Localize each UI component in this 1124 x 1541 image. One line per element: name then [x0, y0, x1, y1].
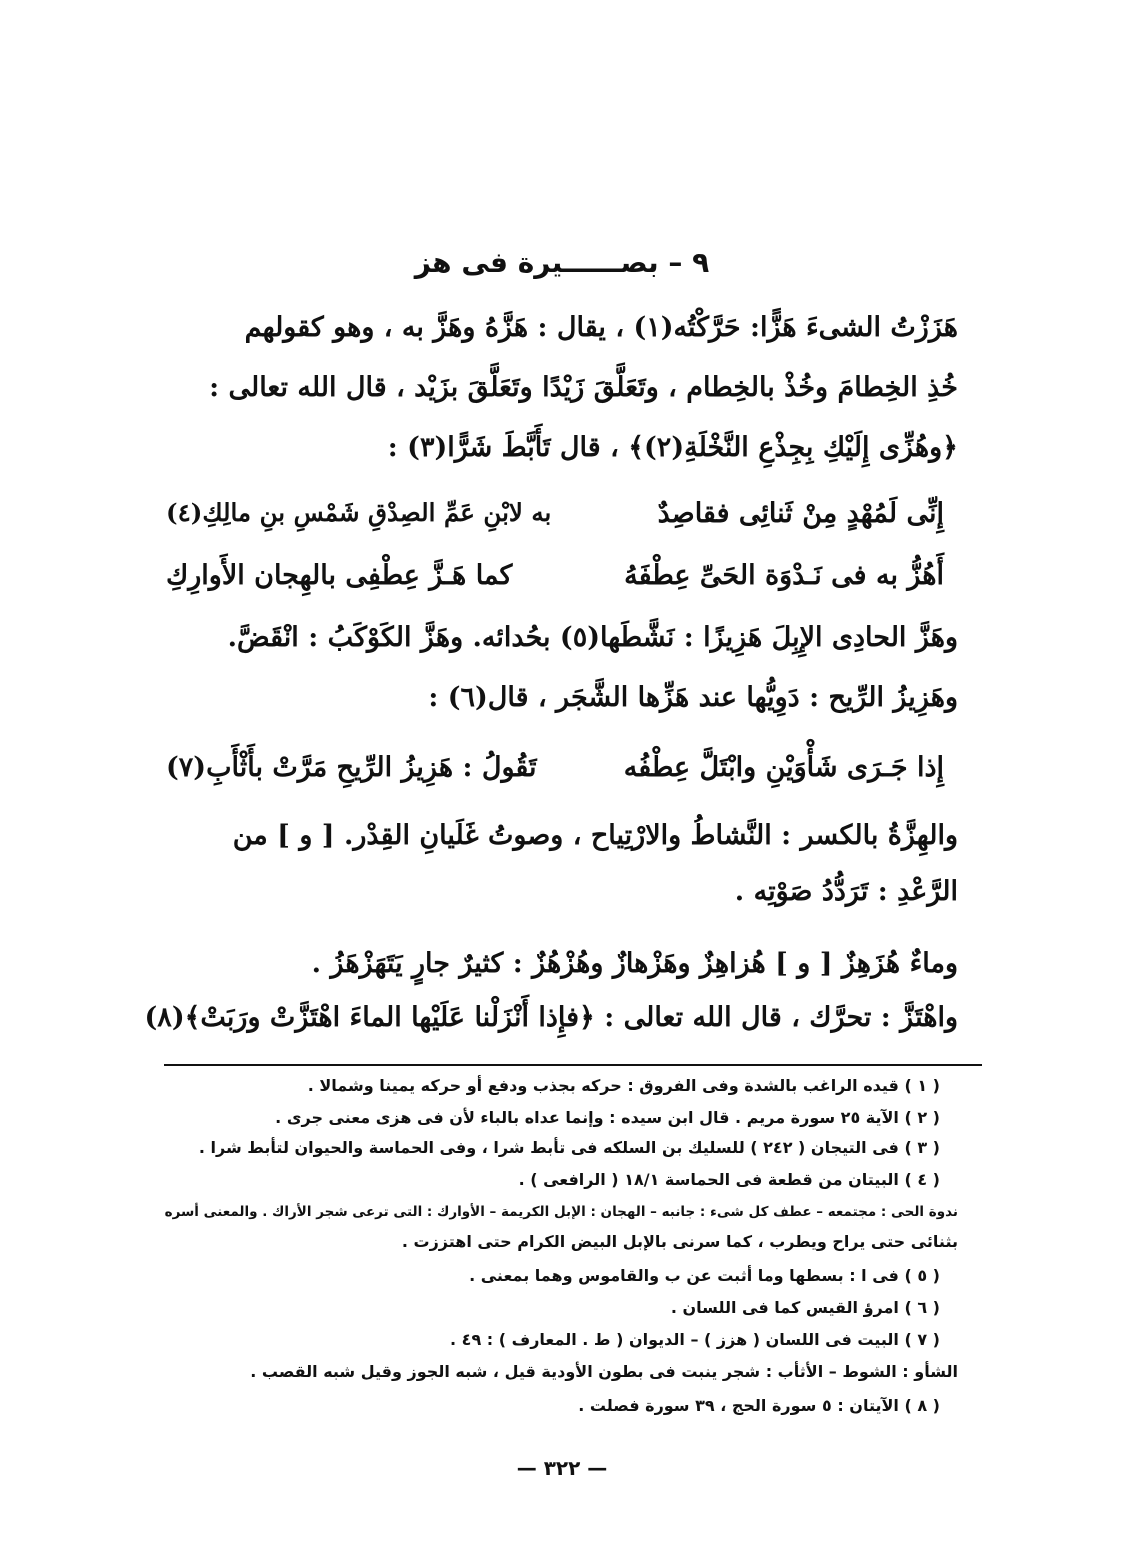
body-line-6: والهِزَّةُ بالكسر : النَّشاطُ والارْتِياح ، وصوتُ غَلَيانِ القِدْر. [ و ] من	[232, 820, 958, 851]
footnote-note-2: بثنائى حتى يراح ويطرب ، كما سرنى بالإبل البيض الكرام حتى اهتززت .	[401, 1232, 958, 1251]
footnote-2: ( ٢ ) الآية ٢٥ سورة مريم . قال ابن سيده : وإنما عداه بالباء لأن فى هزى معنى جرى .	[275, 1108, 940, 1127]
body-line-5: وهَزِيزُ الرِّيح : دَوِيُّها عند هَزِّها الشَّجَر ، قال(٦) :	[428, 682, 958, 713]
footnote-3: ( ٣ ) فى التيجان ( ٢٤٢ ) للسليك بن السلكه فى تأبط شرا ، وفى الحماسة والحيوان لتأبط شرا .	[198, 1138, 940, 1157]
footnote-note-3: الشأو : الشوط – الأثأب : شجر ينبت فى بطون الأودية قيل ، شبه الجوز وقيل شبه القصب .	[250, 1362, 958, 1381]
section-title: ٩ – بصــــــيرة فى هز	[414, 246, 710, 279]
footnote-8: ( ٨ ) الآيتان : ٥ سورة الحج ، ٣٩ سورة فصلت .	[578, 1396, 940, 1415]
body-line-9: واهْتَزَّ : تحرَّك ، قال الله تعالى : ﴿فإِذا أَنْزَلْنا عَلَيْها الماءَ اهْتَزَّتْ ورَبَتْ﴾(٨)	[144, 1002, 958, 1033]
footnote-4: ( ٤ ) البيتان من قطعة فى الحماسة ١٨/١ ( الرافعى ) .	[518, 1170, 940, 1189]
body-line-2: خُذِ الخِطامَ وخُذْ بالخِطام ، وتَعَلَّقَ زَيْدًا وتَعَلَّقَ بزَيْد ، قال الله تعالى :	[209, 372, 958, 403]
footnote-1: ( ١ ) قيده الراغب بالشدة وفى الفروق : حركه بجذب ودفع أو حركه يمينا وشمالا .	[307, 1076, 940, 1095]
footnote-6: ( ٦ ) امرؤ القيس كما فى اللسان .	[670, 1298, 940, 1317]
verse-1-second-hemistich: به لابْنِ عَمِّ الصِدْقِ شَمْسِ بنِ مالِكِ(٤)	[166, 498, 552, 527]
page-number: — ٣٢٢ —	[516, 1456, 608, 1480]
footnote-5: ( ٥ ) فى ا : بسطها وما أثبت عن ب والقاموس وهما بمعنى .	[469, 1266, 940, 1285]
verse-1-first-hemistich: إِنِّى لَمُهْدٍ مِنْ ثَنائِى فقاصِدٌ	[657, 498, 944, 529]
verse-2-first-hemistich: أَهُزُّ به فى نَـدْوَة الحَىِّ عِطْفَهُ	[624, 560, 944, 591]
body-line-4: وهَزَّ الحادِى الإِبِلَ هَزِيزًا : نَشَّطَها(٥) بحُدائه. وهَزَّ الكَوْكَبُ : انْقَضَّ.	[227, 622, 958, 653]
verse-2-second-hemistich: كما هَـزَّ عِطْفِى بالهِجان الأَوارِكِ	[166, 560, 513, 591]
verse-3-first-hemistich: إِذا جَـرَى شَأْوَيْنِ وابْتَلَّ عِطْفُه	[623, 752, 944, 783]
footnote-7: ( ٧ ) البيت فى اللسان ( هزز ) – الديوان ( ط . المعارف ) : ٤٩ .	[450, 1330, 940, 1349]
footnote-note-1: ندوة الحى : مجتمعه – عطف كل شىء : جانبه – الهجان : الإبل الكريمة – الأوارك : التى ترعى شجر الأراك . والمعنى أسره	[164, 1204, 958, 1220]
body-line-1: هَزَزْتُ الشىءَ هَزًّا: حَرَّكْتُه(١) ، يقال : هَزَّهُ وهَزَّ به ، وهو كقولهم	[244, 312, 958, 343]
verse-3-second-hemistich: تَقُولُ : هَزِيزُ الرِّيحِ مَرَّتْ بأَثْأَبِ(٧)	[166, 752, 537, 783]
body-line-3: ﴿وهُزِّى إِلَيْكِ بِجِذْعِ النَّخْلَةِ(٢)﴾ ، قال تَأَبَّطَ شَرًّا(٣) :	[387, 432, 958, 463]
footnote-divider	[164, 1064, 982, 1066]
body-line-8: وماءٌ هُزَهِزٌ [ و ] هُزاهِزٌ وهَزْهازٌ وهُزْهُزٌ : كثيرٌ جارٍ يَتَهَزْهَزُ .	[311, 948, 958, 979]
body-line-7: الرَّعْدِ : تَرَدُّدُ صَوْتِه .	[734, 876, 958, 907]
